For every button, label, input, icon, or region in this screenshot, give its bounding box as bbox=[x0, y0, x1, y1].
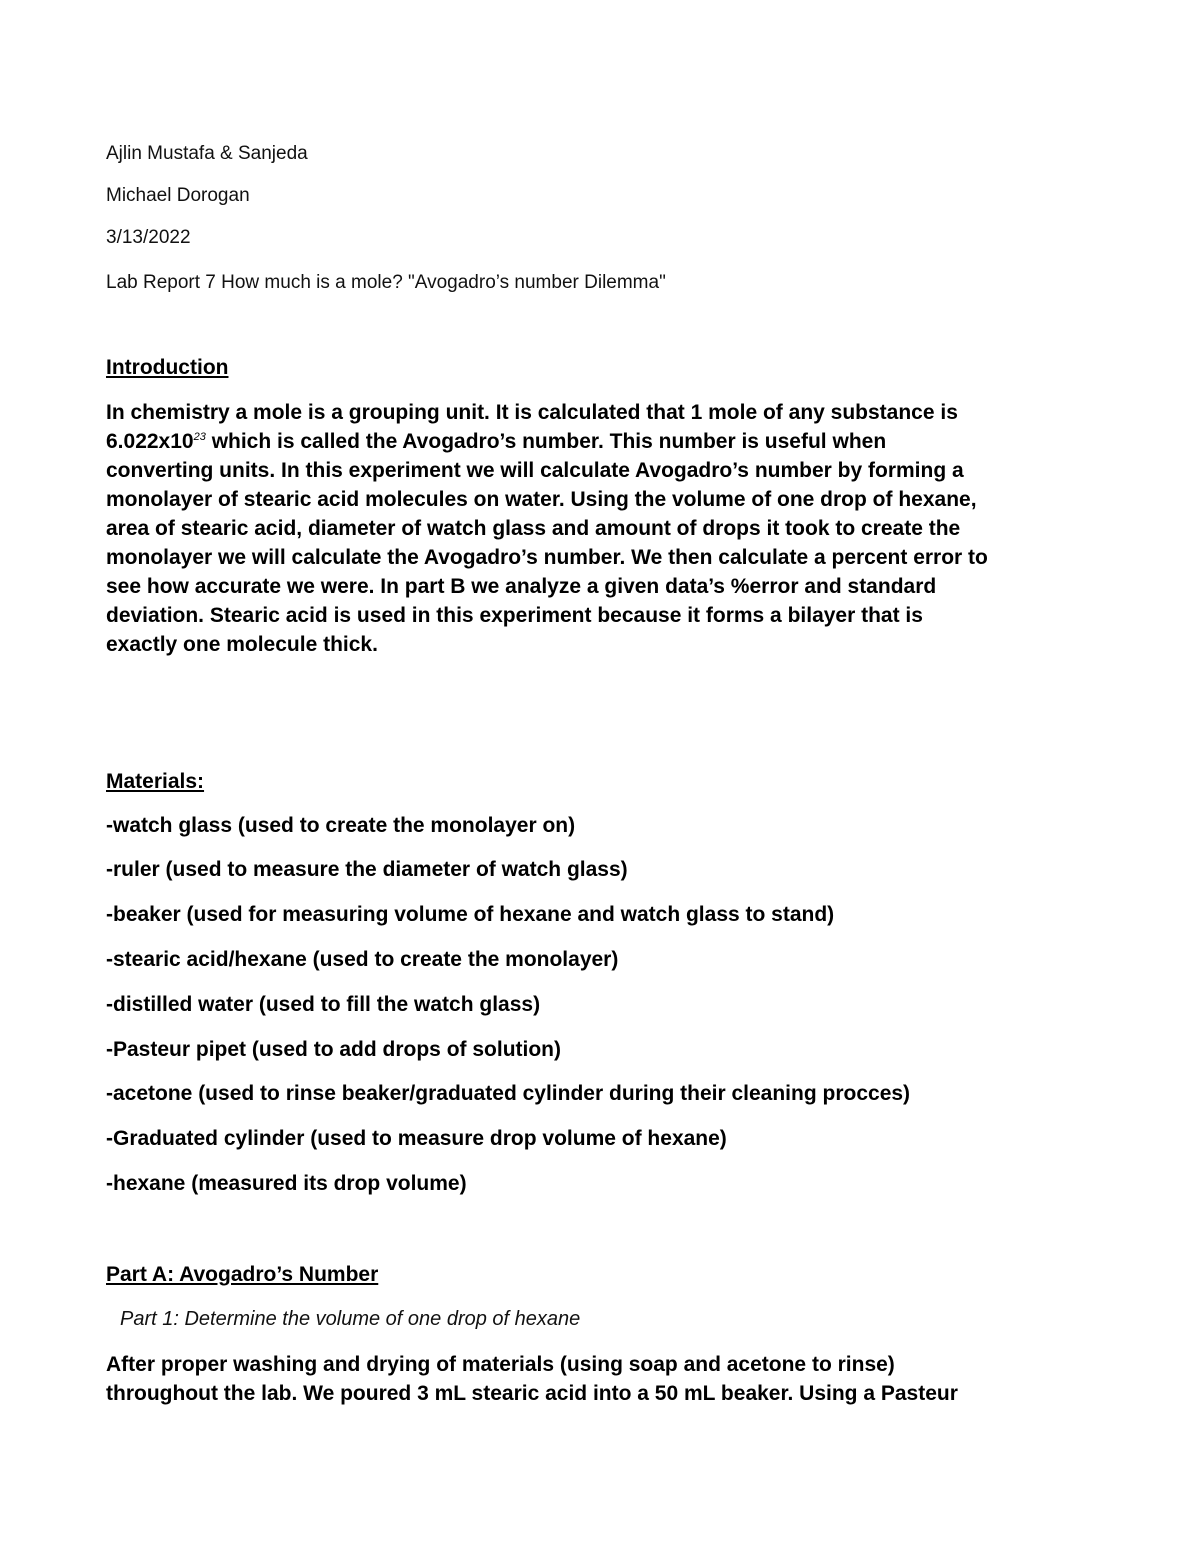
authors-line: Ajlin Mustafa & Sanjeda bbox=[106, 143, 308, 164]
avogadro-exponent: 23 bbox=[193, 431, 206, 443]
intro-line: exactly one molecule thick. bbox=[106, 633, 378, 656]
intro-line: see how accurate we were. In part B we analyze a given data’s %error and standard bbox=[106, 575, 937, 598]
introduction-heading: Introduction bbox=[106, 356, 229, 379]
material-item: -ruler (used to measure the diameter of watch glass) bbox=[106, 858, 628, 881]
avogadro-base: 6.022x10 bbox=[106, 430, 194, 453]
part-a-line: After proper washing and drying of materials (using soap and acetone to rinse) bbox=[106, 1353, 895, 1376]
intro-line bbox=[106, 427, 1106, 456]
part-1-heading: Part 1: Determine the volume of one drop of hexane bbox=[120, 1308, 581, 1330]
materials-heading: Materials: bbox=[106, 770, 205, 793]
material-item: -acetone (used to rinse beaker/graduated cylinder during their cleaning procces) bbox=[106, 1082, 911, 1105]
material-item: -Pasteur pipet (used to add drops of solution) bbox=[106, 1038, 561, 1061]
intro-line-text: which is called the Avogadro’s number. This number is useful when bbox=[211, 430, 887, 453]
material-item: -watch glass (used to create the monolayer on) bbox=[106, 814, 576, 837]
intro-line: deviation. Stearic acid is used in this experiment because it forms a bilayer that is bbox=[106, 604, 923, 627]
part-a-line: throughout the lab. We poured 3 mL stearic acid into a 50 mL beaker. Using a Pasteur bbox=[106, 1382, 958, 1405]
material-item: -distilled water (used to fill the watch glass) bbox=[106, 993, 541, 1016]
intro-line: area of stearic acid, diameter of watch glass and amount of drops it took to create the bbox=[106, 517, 961, 540]
material-item: -stearic acid/hexane (used to create the monolayer) bbox=[106, 948, 619, 971]
date-line: 3/13/2022 bbox=[106, 227, 191, 248]
part-a-heading: Part A: Avogadro’s Number bbox=[106, 1263, 379, 1286]
intro-line: In chemistry a mole is a grouping unit. It is calculated that 1 mole of any substance is bbox=[106, 401, 958, 424]
instructor-line: Michael Dorogan bbox=[106, 185, 250, 206]
material-item: -beaker (used for measuring volume of hexane and watch glass to stand) bbox=[106, 903, 835, 926]
intro-line: monolayer we will calculate the Avogadro’s number. We then calculate a percent error to bbox=[106, 546, 988, 569]
part-a-paragraph bbox=[106, 1350, 1106, 1408]
material-item: -Graduated cylinder (used to measure drop volume of hexane) bbox=[106, 1127, 727, 1150]
intro-line: monolayer of stearic acid molecules on water. Using the volume of one drop of hexane, bbox=[106, 488, 977, 511]
intro-line: converting units. In this experiment we will calculate Avogadro’s number by forming a bbox=[106, 459, 964, 482]
material-item: -hexane (measured its drop volume) bbox=[106, 1172, 467, 1195]
introduction-paragraph bbox=[106, 398, 1106, 659]
report-title: Lab Report 7 How much is a mole? "Avogadro’s number Dilemma" bbox=[106, 272, 666, 293]
